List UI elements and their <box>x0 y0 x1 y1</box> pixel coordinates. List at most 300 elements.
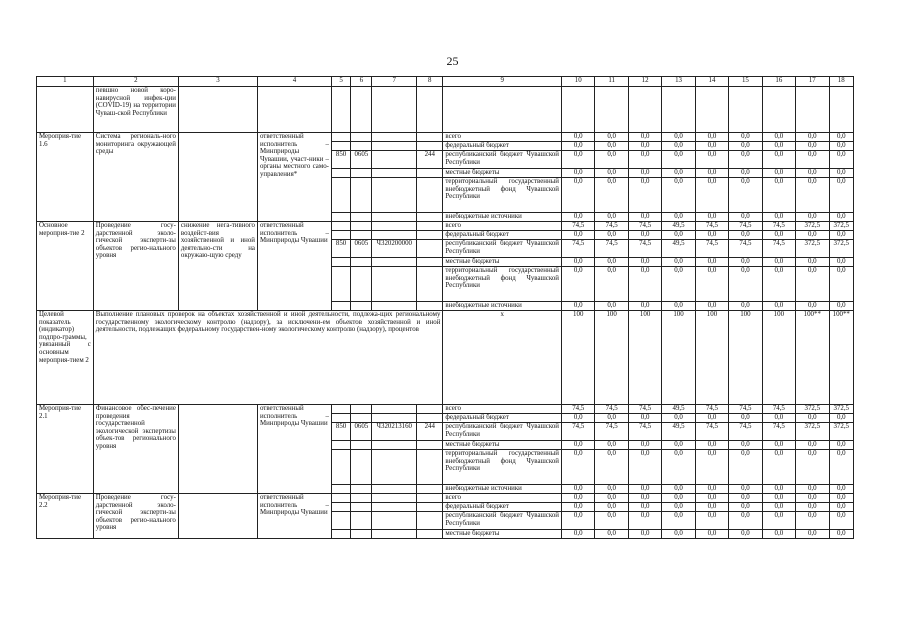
cell-blank <box>372 302 417 311</box>
funding-value: 0,0 <box>762 142 795 151</box>
cell-blank <box>372 178 417 213</box>
cell-blank <box>351 414 372 423</box>
funding-value: 0,0 <box>762 441 795 450</box>
funding-value: 0,0 <box>729 133 762 142</box>
funding-value: 74,5 <box>729 222 762 231</box>
funding-value: 0,0 <box>762 485 795 494</box>
funding-value: 0,0 <box>796 302 829 311</box>
column-number: 18 <box>829 77 854 87</box>
funding-value: 0,0 <box>628 512 661 530</box>
cell-blank <box>417 231 443 240</box>
funding-value: 0,0 <box>662 142 695 151</box>
cell-blank <box>331 485 350 494</box>
funding-value: 0,0 <box>695 494 728 503</box>
column-number: 2 <box>93 77 178 87</box>
funding-source: федеральный бюджет <box>443 231 562 240</box>
funding-value: 0,0 <box>662 178 695 213</box>
cell-blank <box>351 258 372 267</box>
funding-value: 74,5 <box>762 240 795 258</box>
funding-source: всего <box>443 405 562 414</box>
funding-value: 0,0 <box>628 178 661 213</box>
funding-value: 0,0 <box>695 503 728 512</box>
funding-value: 0,0 <box>796 142 829 151</box>
funding-value: 0,0 <box>829 530 854 539</box>
cell-blank <box>372 133 417 142</box>
funding-value: 0,0 <box>796 169 829 178</box>
budget-code-section: 0605 <box>351 240 372 258</box>
cell-blank <box>417 414 443 423</box>
event-code: Мероприя-тие 2.2 <box>37 494 94 539</box>
funding-value: 0,0 <box>628 503 661 512</box>
funding-value: 0,0 <box>796 485 829 494</box>
funding-value: 0,0 <box>829 485 854 494</box>
funding-value: 74,5 <box>729 240 762 258</box>
funding-value: 0,0 <box>729 494 762 503</box>
column-number: 7 <box>372 77 417 87</box>
funding-value: 372,5 <box>829 240 854 258</box>
cell-blank <box>372 213 417 222</box>
cell-blank <box>372 405 417 414</box>
funding-value: 49,5 <box>662 222 695 231</box>
funding-source: местные бюджеты <box>443 441 562 450</box>
funding-value: 49,5 <box>662 423 695 441</box>
funding-value: 0,0 <box>729 441 762 450</box>
funding-value: 0,0 <box>562 169 595 178</box>
funding-value: 0,0 <box>796 133 829 142</box>
cell-blank <box>372 258 417 267</box>
funding-value: 372,5 <box>796 423 829 441</box>
funding-value: 0,0 <box>562 142 595 151</box>
cell-blank <box>331 494 350 503</box>
funding-value: 0,0 <box>829 258 854 267</box>
indicator-label: Целевой показатель (индикатор) подпро-граммы, увязанный с основным мероприя-тием 2 <box>37 311 94 405</box>
column-number: 1 <box>37 77 94 87</box>
cell-blank <box>351 133 372 142</box>
funding-value: 0,0 <box>595 530 628 539</box>
cell-blank <box>351 231 372 240</box>
continuation-row <box>37 87 854 133</box>
funding-value: 0,0 <box>829 441 854 450</box>
cell-blank <box>372 512 417 530</box>
column-number: 9 <box>443 77 562 87</box>
funding-value: 0,0 <box>595 302 628 311</box>
cell-blank <box>351 485 372 494</box>
funding-value: 0,0 <box>695 441 728 450</box>
funding-value: 0,0 <box>729 169 762 178</box>
indicator-value: 100** <box>829 311 854 405</box>
indicator-row <box>37 311 854 405</box>
cell-blank <box>351 494 372 503</box>
funding-value: 0,0 <box>595 133 628 142</box>
funding-value: 0,0 <box>762 258 795 267</box>
funding-value: 0,0 <box>829 450 854 485</box>
indicator-value: 100 <box>729 311 762 405</box>
funding-value: 0,0 <box>695 178 728 213</box>
event-goal <box>178 494 257 539</box>
funding-source: республиканский бюджет Чувашской Республики <box>443 512 562 530</box>
cell-blank <box>372 169 417 178</box>
event-responsible: ответственный исполнитель – Минприроды Чувашии <box>257 405 331 494</box>
funding-value: 0,0 <box>762 169 795 178</box>
funding-value: 0,0 <box>729 231 762 240</box>
funding-value: 74,5 <box>695 222 728 231</box>
funding-value: 74,5 <box>562 240 595 258</box>
indicator-value: 100 <box>562 311 595 405</box>
cell-blank <box>331 178 350 213</box>
cell-blank <box>372 494 417 503</box>
cell-blank <box>331 133 350 142</box>
cell-blank <box>331 231 350 240</box>
funding-value: 0,0 <box>562 494 595 503</box>
funding-value: 0,0 <box>662 530 695 539</box>
cell-blank <box>372 414 417 423</box>
event-goal: снижение нега-тивного воздейст-вия хозяйственной и иной деятельно-сти на окружаю-щую среду <box>178 222 257 311</box>
funding-source: республиканский бюджет Чувашской Республики <box>443 240 562 258</box>
cell-blank <box>796 87 829 133</box>
funding-value: 0,0 <box>829 142 854 151</box>
funding-value: 0,0 <box>562 485 595 494</box>
indicator-value: 100 <box>762 311 795 405</box>
funding-value: 0,0 <box>628 530 661 539</box>
cell-blank <box>829 87 854 133</box>
cell-blank <box>178 87 257 133</box>
funding-value: 0,0 <box>562 530 595 539</box>
column-number: 5 <box>331 77 350 87</box>
cell-blank <box>351 512 372 530</box>
funding-value: 0,0 <box>762 302 795 311</box>
funding-value: 0,0 <box>796 512 829 530</box>
cell-blank <box>331 503 350 512</box>
column-number: 12 <box>628 77 661 87</box>
cell-blank <box>417 485 443 494</box>
funding-source: территориальный государственный внебюджетный фонд Чувашской Республики <box>443 178 562 213</box>
budget-code-expense: 244 <box>417 423 443 441</box>
funding-value: 0,0 <box>562 302 595 311</box>
cell-blank <box>351 142 372 151</box>
budget-code-target: Ч320200000 <box>372 240 417 258</box>
funding-value: 372,5 <box>829 423 854 441</box>
funding-value: 0,0 <box>729 414 762 423</box>
funding-value: 0,0 <box>595 267 628 302</box>
event-responsible: ответственный исполнитель – Минприроды Чувашии, участ-ники – органы местного само-управления* <box>257 133 331 222</box>
indicator-value: 100 <box>628 311 661 405</box>
funding-value: 0,0 <box>829 414 854 423</box>
funding-source: федеральный бюджет <box>443 503 562 512</box>
budget-code-section: 0605 <box>351 423 372 441</box>
funding-value: 0,0 <box>595 503 628 512</box>
cell-blank <box>331 302 350 311</box>
cell-blank <box>351 267 372 302</box>
budget-code-expense: 244 <box>417 151 443 169</box>
funding-value: 0,0 <box>562 178 595 213</box>
column-number: 17 <box>796 77 829 87</box>
cell-blank <box>351 213 372 222</box>
funding-value: 372,5 <box>829 222 854 231</box>
funding-value: 0,0 <box>628 151 661 169</box>
funding-value: 0,0 <box>595 178 628 213</box>
cell-blank <box>351 503 372 512</box>
funding-value: 0,0 <box>595 258 628 267</box>
funding-value: 0,0 <box>796 258 829 267</box>
funding-value: 0,0 <box>662 258 695 267</box>
funding-value: 74,5 <box>628 423 661 441</box>
funding-value: 0,0 <box>562 512 595 530</box>
funding-source: территориальный государственный внебюджетный фонд Чувашской Республики <box>443 267 562 302</box>
cell-blank <box>417 142 443 151</box>
cell-blank <box>331 441 350 450</box>
funding-value: 74,5 <box>562 222 595 231</box>
column-number: 6 <box>351 77 372 87</box>
funding-value: 0,0 <box>729 267 762 302</box>
funding-value: 0,0 <box>562 151 595 169</box>
funding-value: 0,0 <box>595 512 628 530</box>
funding-source: местные бюджеты <box>443 169 562 178</box>
funding-source: республиканский бюджет Чувашской Республики <box>443 151 562 169</box>
funding-value: 0,0 <box>829 494 854 503</box>
funding-value: 74,5 <box>628 222 661 231</box>
funding-value: 0,0 <box>662 231 695 240</box>
cell-blank <box>417 222 443 231</box>
funding-value: 372,5 <box>829 405 854 414</box>
event-responsible: ответственный исполнитель – Минприроды Чувашии <box>257 494 331 539</box>
funding-value: 0,0 <box>729 503 762 512</box>
funding-value: 0,0 <box>829 151 854 169</box>
cell-blank <box>331 258 350 267</box>
funding-value: 74,5 <box>595 222 628 231</box>
funding-value: 0,0 <box>796 530 829 539</box>
cell-blank <box>372 142 417 151</box>
funding-value: 0,0 <box>628 485 661 494</box>
event-code: Мероприя-тие 2.1 <box>37 405 94 494</box>
event-name: Система региональ-ного мониторинга окружающей среды <box>93 133 178 222</box>
cell-blank <box>372 267 417 302</box>
table-row <box>37 405 854 414</box>
cell-blank <box>372 87 417 133</box>
budget-code-grbs: 850 <box>331 240 350 258</box>
funding-value: 0,0 <box>695 267 728 302</box>
table-row <box>37 494 854 503</box>
funding-value: 0,0 <box>662 414 695 423</box>
funding-value: 0,0 <box>695 530 728 539</box>
funding-value: 0,0 <box>695 450 728 485</box>
cell-blank <box>417 87 443 133</box>
funding-value: 0,0 <box>729 178 762 213</box>
funding-value: 49,5 <box>662 405 695 414</box>
funding-value: 0,0 <box>829 178 854 213</box>
funding-value: 0,0 <box>762 512 795 530</box>
funding-value: 0,0 <box>562 414 595 423</box>
event-name: певшно новой коро-навирусной инфек-ции (COVID-19) на территории Чуваш-ской Республики <box>93 87 178 133</box>
funding-value: 0,0 <box>628 414 661 423</box>
budget-table <box>36 76 854 539</box>
cell-blank <box>331 87 350 133</box>
funding-value: 0,0 <box>762 267 795 302</box>
budget-code-grbs: 850 <box>331 151 350 169</box>
cell-blank <box>372 530 417 539</box>
cell-blank <box>417 530 443 539</box>
column-number-row <box>37 77 854 87</box>
funding-source: федеральный бюджет <box>443 142 562 151</box>
funding-value: 0,0 <box>796 213 829 222</box>
funding-value: 74,5 <box>695 240 728 258</box>
funding-value: 49,5 <box>662 240 695 258</box>
funding-value: 0,0 <box>662 503 695 512</box>
cell-blank <box>417 169 443 178</box>
column-number: 15 <box>729 77 762 87</box>
funding-value: 74,5 <box>595 423 628 441</box>
cell-blank <box>331 512 350 530</box>
cell-blank <box>351 302 372 311</box>
funding-value: 0,0 <box>562 441 595 450</box>
cell-blank <box>417 441 443 450</box>
funding-source: всего <box>443 133 562 142</box>
funding-value: 74,5 <box>695 423 728 441</box>
funding-value: 0,0 <box>762 494 795 503</box>
event-name: Проведение госу-дарственной эколо-гической эксперти-зы объектов регио-нального уровня <box>93 222 178 311</box>
cell-blank <box>417 512 443 530</box>
funding-value: 0,0 <box>595 151 628 169</box>
funding-value: 0,0 <box>729 512 762 530</box>
funding-value: 0,0 <box>695 142 728 151</box>
cell-blank <box>372 231 417 240</box>
column-number: 4 <box>257 77 331 87</box>
funding-value: 0,0 <box>695 169 728 178</box>
funding-value: 0,0 <box>662 267 695 302</box>
event-name: Финансовое обес-печение проведения государственной экологической экспертизы объек-тов регионального уровня <box>93 405 178 494</box>
funding-value: 0,0 <box>595 169 628 178</box>
funding-value: 0,0 <box>829 213 854 222</box>
cell-blank <box>417 494 443 503</box>
column-number: 16 <box>762 77 795 87</box>
cell-blank <box>372 222 417 231</box>
funding-value: 0,0 <box>762 231 795 240</box>
funding-value: 0,0 <box>595 485 628 494</box>
cell-blank <box>331 213 350 222</box>
column-number: 13 <box>662 77 695 87</box>
indicator-unit-mark: х <box>443 311 562 405</box>
cell-blank <box>372 485 417 494</box>
funding-source: всего <box>443 494 562 503</box>
cell-blank <box>595 87 628 133</box>
funding-value: 0,0 <box>562 503 595 512</box>
funding-value: 0,0 <box>662 450 695 485</box>
cell-blank <box>351 405 372 414</box>
funding-value: 0,0 <box>662 213 695 222</box>
cell-blank <box>331 142 350 151</box>
table-row <box>37 222 854 231</box>
funding-value: 0,0 <box>695 302 728 311</box>
funding-value: 0,0 <box>695 258 728 267</box>
cell-blank <box>331 267 350 302</box>
table-row <box>37 133 854 142</box>
cell-blank <box>662 87 695 133</box>
budget-code-expense <box>417 240 443 258</box>
funding-value: 0,0 <box>628 169 661 178</box>
funding-value: 0,0 <box>829 231 854 240</box>
funding-value: 0,0 <box>562 267 595 302</box>
indicator-text: Выполнение плановых проверок на объектах хозяйственной и иной деятельности, подлежа-щих региональному государственному экологическому контролю (надзору), за исключени-ем объектов хозяйственной и иной деятельности, подлежащих федеральному государствен-ному экологическому контролю (надзору), процентов <box>93 311 443 405</box>
cell-blank <box>351 441 372 450</box>
cell-blank <box>351 87 372 133</box>
funding-value: 0,0 <box>829 267 854 302</box>
funding-value: 0,0 <box>829 512 854 530</box>
event-name: Проведение госу-дарственной эколо-гической эксперти-зы объектов регио-нального уровня <box>93 494 178 539</box>
cell-blank <box>351 222 372 231</box>
funding-value: 0,0 <box>595 213 628 222</box>
event-responsible: ответственный исполнитель – Минприроды Чувашии <box>257 222 331 311</box>
indicator-value: 100 <box>695 311 728 405</box>
cell-blank <box>331 222 350 231</box>
funding-value: 0,0 <box>762 503 795 512</box>
funding-value: 0,0 <box>695 151 728 169</box>
funding-value: 372,5 <box>796 240 829 258</box>
funding-value: 0,0 <box>595 414 628 423</box>
funding-value: 0,0 <box>762 414 795 423</box>
funding-value: 0,0 <box>729 302 762 311</box>
cell-blank <box>351 450 372 485</box>
cell-blank <box>417 133 443 142</box>
funding-value: 0,0 <box>562 258 595 267</box>
funding-value: 0,0 <box>796 450 829 485</box>
funding-value: 0,0 <box>796 231 829 240</box>
budget-code-grbs: 850 <box>331 423 350 441</box>
funding-value: 0,0 <box>796 414 829 423</box>
cell-blank <box>417 450 443 485</box>
cell-blank <box>417 258 443 267</box>
funding-value: 0,0 <box>695 414 728 423</box>
funding-value: 0,0 <box>729 142 762 151</box>
event-code: Мероприя-тие 1.6 <box>37 133 94 222</box>
funding-value: 0,0 <box>729 450 762 485</box>
event-goal <box>178 133 257 222</box>
funding-value: 74,5 <box>562 423 595 441</box>
funding-value: 0,0 <box>628 258 661 267</box>
cell-blank <box>331 530 350 539</box>
funding-value: 0,0 <box>662 441 695 450</box>
funding-source: местные бюджеты <box>443 530 562 539</box>
funding-value: 0,0 <box>796 503 829 512</box>
cell-blank <box>417 213 443 222</box>
funding-value: 74,5 <box>595 240 628 258</box>
cell-blank <box>37 87 94 133</box>
funding-value: 0,0 <box>796 441 829 450</box>
funding-value: 74,5 <box>562 405 595 414</box>
funding-value: 74,5 <box>729 405 762 414</box>
funding-value: 0,0 <box>628 213 661 222</box>
cell-blank <box>331 405 350 414</box>
table-body <box>37 77 854 539</box>
funding-value: 0,0 <box>595 494 628 503</box>
funding-value: 0,0 <box>695 231 728 240</box>
funding-value: 0,0 <box>662 494 695 503</box>
cell-blank <box>351 169 372 178</box>
funding-source: внебюджетные источники <box>443 485 562 494</box>
funding-value: 0,0 <box>796 178 829 213</box>
funding-source: федеральный бюджет <box>443 414 562 423</box>
funding-value: 0,0 <box>729 485 762 494</box>
cell-blank <box>417 302 443 311</box>
funding-value: 0,0 <box>562 213 595 222</box>
funding-value: 0,0 <box>695 512 728 530</box>
funding-value: 0,0 <box>628 450 661 485</box>
cell-blank <box>695 87 728 133</box>
funding-value: 0,0 <box>628 133 661 142</box>
column-number: 10 <box>562 77 595 87</box>
funding-value: 0,0 <box>595 450 628 485</box>
funding-value: 0,0 <box>729 151 762 169</box>
funding-source: внебюджетные источники <box>443 302 562 311</box>
indicator-value: 100** <box>796 311 829 405</box>
